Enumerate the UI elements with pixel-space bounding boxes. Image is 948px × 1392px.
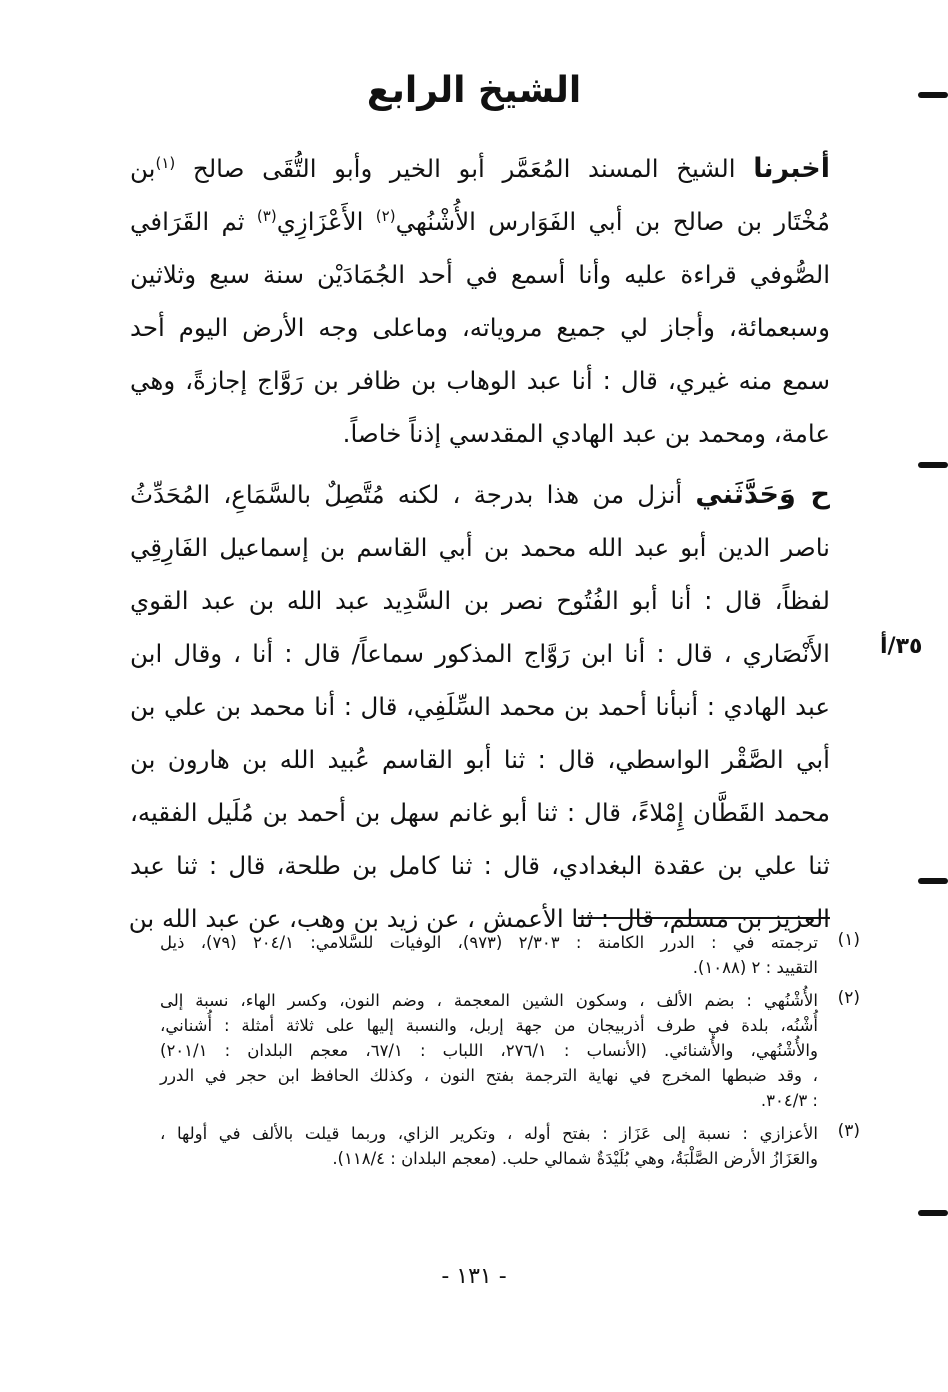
footnote-line: الأعزازي : نسبة إلى عَزَاز : بفتح أوله ، وتكرير الزاي، وربما قيلت بالألف في أولها ، [160,1124,818,1143]
footnotes [160,930,860,1179]
footnote-line: والعَزَازُ الأرض الصَّلْبَةُ، وهي بُلَيْدَةٌ شمالي حلب. (معجم البلدان : ١١٨/٤). [332,1149,818,1168]
footnote-text [160,988,818,1113]
line-text: ثم القَرَافي [130,207,257,236]
footnote-line: الأُشْنُهي : بضم الألف ، وسكون الشين المعجمة ، وضم النون، وكسر الهاء، نسبة إلى [160,991,818,1010]
footnote-text [160,1121,818,1171]
line-text: بن [130,154,156,183]
line-text: الشيخ المسند المُعَمَّر أبو الخير وأبو التُّقَى صالح [175,154,754,183]
footnote-number: (٢) [837,988,860,1008]
folio-margin-note: ٣٥/أ [880,634,923,659]
footnote-number: (١) [837,930,860,950]
scan-edge-mark [918,878,948,884]
footnote-line: ترجمته في : الدرر الكامنة : ٢/٣٠٣ (٩٧٣)، الوفيات للسَّلامي: ٢٠٤/١ (٧٩)، ذيل [160,933,818,952]
scan-edge-mark [918,462,948,468]
footnote-line: التقييد : ٢ (١٠٨٨). [692,958,818,977]
footnote-line: : ٣٠٤/٣. [760,1091,818,1110]
text-line: أبي الصَّقْر الواسطي، قال : ثنا أبو القاسم عُبيد الله بن هارون بن [130,745,830,774]
text-line: وسبعمائة، وأجاز لي جميع مروياته، وماعلى وجه الأرض اليوم أحد [130,313,830,342]
footnote-line: والأُشْنُهي، والأُشنائي. (الأنساب : ٢٧٦/١، اللباب : ٦٧/١، معجم البلدان : ٢٠١/١) [160,1041,818,1060]
text-line [130,142,830,195]
footnote-text [160,930,818,980]
line-text: مُخْتَار بن صالح بن أبي الفَوَارس الأُشْنُهي [395,207,831,236]
text-line: الأَنْصَاري ، قال : أنا ابن رَوَّاج المذكور سماعاً/ قال : أنا ، وقال ابن [130,639,830,668]
line-text: أنزل من هذا بدرجة ، لكنه مُتَّصِلٌ بالسَّمَاعِ، المُحَدِّثُ [130,480,696,509]
footnote [160,930,860,980]
lead-word: أخبرنا [753,153,830,184]
text-line: سمع منه غيري، قال : أنا عبد الوهاب بن ظافر بن رَوَّاج إجازةً، وهي [130,366,830,395]
footnote-ref[interactable]: (٣) [256,206,277,225]
footnote-number: (٣) [837,1121,860,1141]
scan-edge-mark [918,92,948,98]
text-line [130,468,830,521]
lead-word: ح وَحَدَّثَني [695,479,830,510]
footnote-ref[interactable]: (٢) [375,206,396,225]
footnote-ref[interactable]: (١) [155,153,176,172]
text-line [130,195,830,248]
text-line: عبد الهادي : أنبأنا أحمد بن محمد السِّلَفِي، قال : أنا محمد بن علي بن [130,692,830,721]
footnote-line: ، وقد ضبطها المخرج في نهاية الترجمة بفتح النون ، وكذلك الحافظ ابن حجر في الدرر [160,1066,818,1085]
text-line: الصُّوفي قراءة عليه وأنا أسمع في أحد الجُمَادَيْن سنة سبع وثلاثين [130,260,830,289]
text-line: محمد القَطَّان إِمْلاءً، قال : ثنا أبو غانم سهل بن أحمد بن مُلَيل الفقيه، [130,798,830,827]
text-line: ثنا علي بن عقدة البغدادي، قال : ثنا كامل بن طلحة، قال : ثنا عبد [130,851,830,880]
page-title: الشيخ الرابع [366,70,582,111]
text-line: عامة، ومحمد بن عبد الهادي المقدسي إذناً خاصاً. [342,419,830,448]
footnote [160,1121,860,1171]
footnote-line: أُشْنُه، بلدة في طرف أذربيجان من جهة إربل، والنسبة إليها على ثلاثة أمثلة : أُشناني، [160,1016,818,1035]
text-line: العزيز بن مسلم، قال : ثنا الأعمش ، عن زيد بن وهب، عن عبد الله بن [128,904,830,933]
footnote-separator [578,917,830,919]
page-number: - ١٣١ - [441,1264,507,1289]
footnote [160,988,860,1113]
text-line: ناصر الدين أبو عبد الله محمد بن أبي القاسم بن إسماعيل الفَارِقِي [130,533,830,562]
scan-edge-mark [918,1210,948,1216]
main-text [130,142,830,945]
line-text: الأَعْزَازِي [276,207,376,236]
text-line: لفظاً، قال : أنا أبو الفُتُوح نصر بن السَّدِيد عبد الله بن عبد القوي [130,586,830,615]
